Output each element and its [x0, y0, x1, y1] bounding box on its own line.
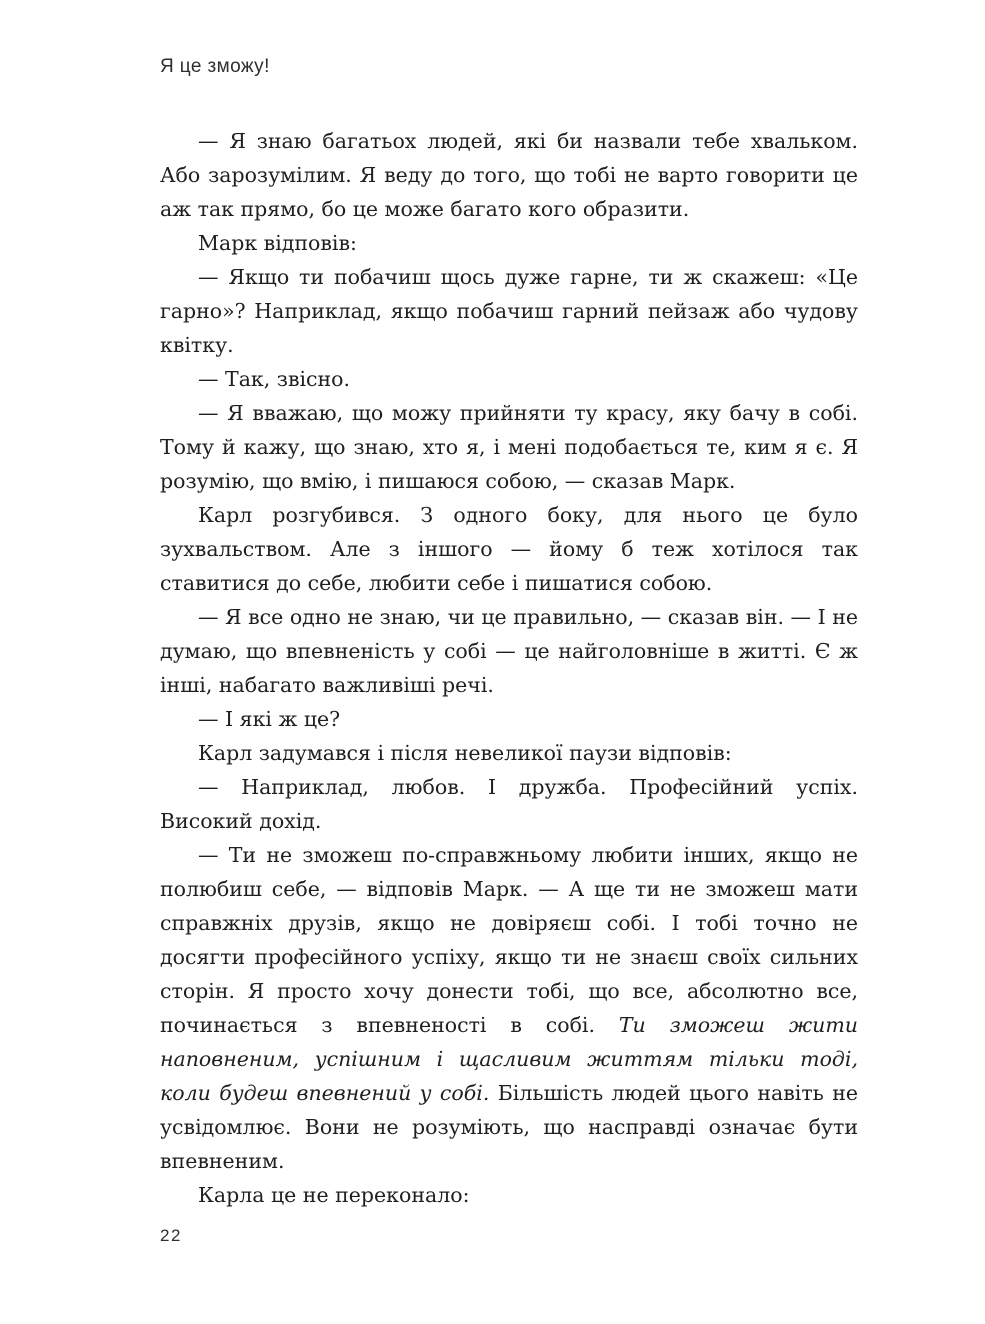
text-run: Карла це не переконало: [198, 1183, 470, 1207]
text-run: — Я знаю багатьох людей, які би назвали тебе хвальком. Або зарозумілим. Я веду до того, що тобі не варто говорити це аж так прямо, бо це може багато кого образити. [160, 129, 858, 221]
paragraph [160, 600, 858, 702]
paragraph [160, 736, 858, 770]
text-run: — Я все одно не знаю, чи це правильно, — сказав він. — І не думаю, що впевненість у собі — це найголовніше в житті. Є ж інші, набагато важливіші речі. [160, 605, 858, 697]
paragraph [160, 702, 858, 736]
text-run: — Так, звісно. [198, 367, 351, 391]
paragraph [160, 1178, 858, 1212]
paragraph [160, 396, 858, 498]
paragraph [160, 124, 858, 226]
text-run: Марк відповів: [198, 231, 357, 255]
text-run: Більшість людей цього навіть не усвідомлює. Вони не розуміють, що насправді означає бути впевненим. [160, 1081, 858, 1173]
paragraph [160, 260, 858, 362]
text-run: — Ти не зможеш по-справжньому любити інших, якщо не полюбиш себе, — відповів Марк. — А ще ти не зможеш мати справжніх друзів, якщо не довіряєш собі. І тобі точно не досягти професійного успіху, якщо ти не знаєш своїх сильних сторін. Я просто хочу донести тобі, що все, абсолютно все, починається з впевненості в собі. [160, 843, 858, 1037]
paragraph [160, 362, 858, 396]
text-run: — Я вважаю, що можу прийняти ту красу, яку бачу в собі. Тому й кажу, що знаю, хто я, і мені подобається те, ким я є. Я розумію, що вмію, і пишаюся собою, — сказав Марк. [160, 401, 858, 493]
emphasized-text-run: Ти зможеш жити наповненим, успішним і щасливим життям тільки тоді, коли будеш впевнений у собі. [160, 1013, 858, 1105]
text-run: — Якщо ти побачиш щось дуже гарне, ти ж скажеш: «Це гарно»? Наприклад, якщо побачиш гарний пейзаж або чудову квітку. [160, 265, 858, 357]
text-run: Карл задумався і після невеликої паузи відповів: [198, 741, 732, 765]
page-number: 22 [160, 1226, 182, 1245]
paragraph [160, 770, 858, 838]
text-run: Карл розгубився. З одного боку, для нього це було зухвальством. Але з іншого — йому б теж хотілося так ставитися до себе, любити себе і пишатися собою. [160, 503, 858, 595]
text-run: — І які ж це? [198, 707, 341, 731]
running-head: Я це зможу! [160, 56, 270, 77]
paragraph [160, 226, 858, 260]
text-run: — Наприклад, любов. І дружба. Професійний успіх. Високий дохід. [160, 775, 858, 833]
paragraph [160, 498, 858, 600]
body-text [160, 124, 858, 1212]
paragraph [160, 838, 858, 1178]
